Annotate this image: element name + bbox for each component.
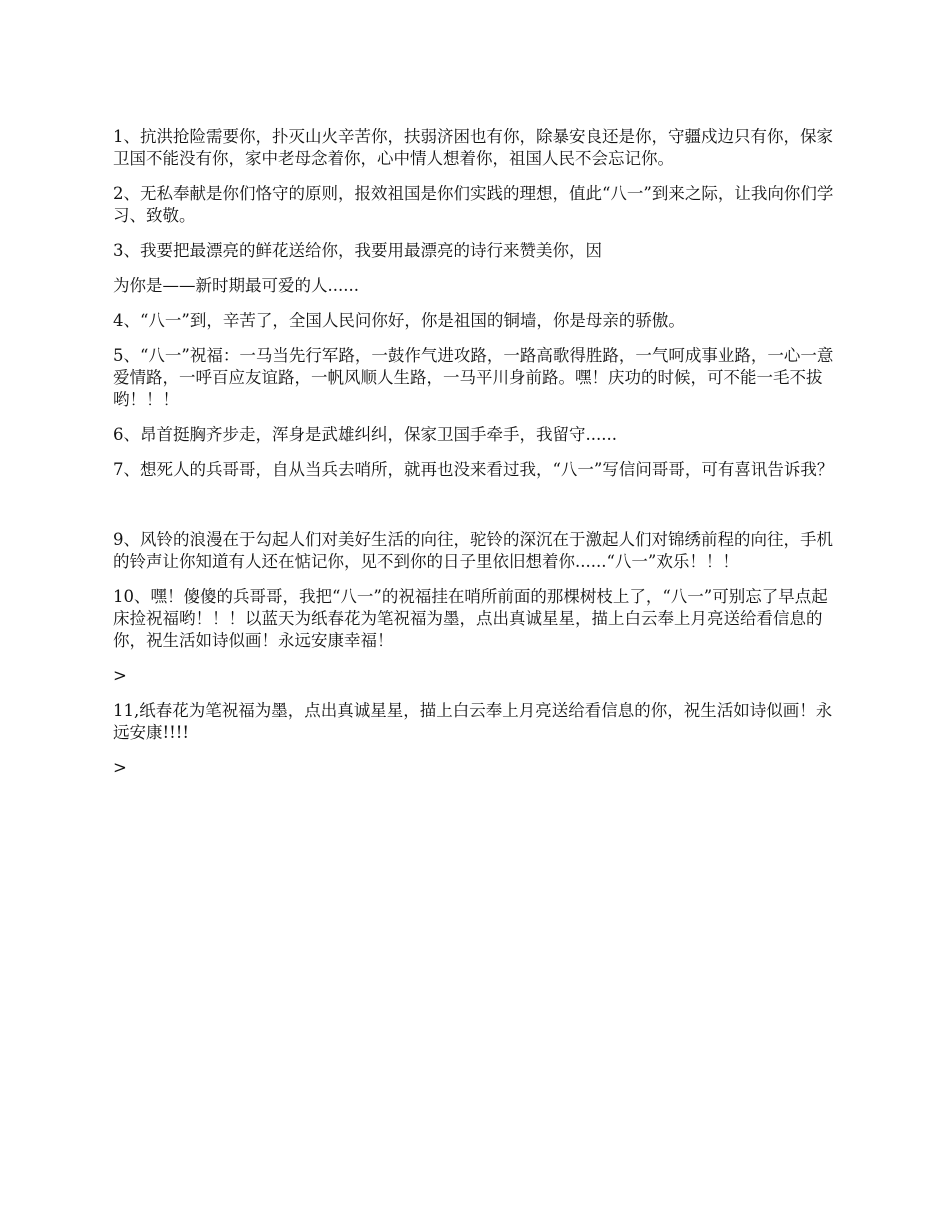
paragraph-4: 4、“八一”到，辛苦了，全国人民问你好，你是祖国的铜墙，你是母亲的骄傲。 [113,311,685,330]
paragraph-3: 3、我要把最漂亮的鲜花送给你，我要用最漂亮的诗行来赞美你，因 [113,241,602,260]
paragraph-6: 6、昂首挺胸齐步走，浑身是武雄纠纠，保家卫国手牵手，我留守...... [113,425,617,444]
paragraph-9: 9、风铃的浪漫在于勾起人们对美好生活的向往，驼铃的深沉在于激起人们对锦绣前程的向往，手机的铃声让你知道有人还在惦记你，见不到你的日子里依旧想着你......“八一”欢乐！！！ [113,530,833,571]
paragraph-11: 11,纸春花为笔祝福为墨，点出真诚星星，描上白云奉上月亮送给看信息的你，祝生活如诗似画！永远安康!!!! [113,701,833,742]
blank-paragraph [113,494,843,516]
paragraph-1: 1、抗洪抢险需要你，扑灭山火辛苦你，扶弱济困也有你，除暴安良还是你，守疆戍边只有你，保家卫国不能没有你，家中老母念着你，心中情人想着你，祖国人民不会忘记你。 [113,127,833,168]
paragraph-10: 10、嘿！傻傻的兵哥哥，我把“八一”的祝福挂在哨所前面的那棵树枝上了，“八一”可别忘了早点起床捡祝福哟！！！以蓝天为纸春花为笔祝福为墨，点出真诚星星，描上白云奉上月亮送给看信息的你，祝生活如诗似画！永远安康幸福！ [113,587,828,650]
paragraph-5: 5、“八一”祝福：一马当先行军路，一鼓作气进攻路，一路高歌得胜路，一气呵成事业路，一心一意爱情路，一呼百应友谊路，一帆风顺人生路，一马平川身前路。嘿！庆功的时候，可不能一毛不拔哟！！！ [113,346,834,409]
separator-marker-end: > [113,758,127,777]
paragraph-7: 7、想死人的兵哥哥，自从当兵去哨所，就再也没来看过我，“八一”写信问哥哥，可有喜讯告诉我？ [113,460,834,479]
separator-marker: > [113,666,127,685]
document-body [113,126,843,792]
paragraph-2: 2、无私奉献是你们恪守的原则，报效祖国是你们实践的理想，值此“八一”到来之际，让我向你们学习、致敬。 [113,184,834,225]
paragraph-3-continued: 为你是——新时期最可爱的人...... [113,276,359,295]
